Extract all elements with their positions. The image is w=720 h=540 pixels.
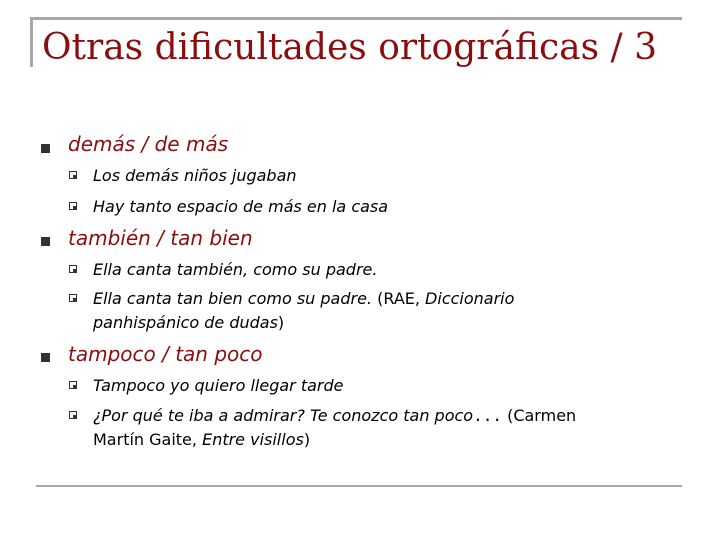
source-work: Diccionario bbox=[425, 289, 515, 308]
sub-bullet bbox=[69, 381, 77, 389]
example-tan-poco-cont bbox=[93, 429, 310, 451]
section-heading-tampoco: tampoco / tan poco bbox=[68, 342, 263, 366]
example-tan-bien-cont bbox=[93, 312, 284, 334]
source-open: (Carmen bbox=[502, 406, 577, 425]
frame-left-rule bbox=[30, 17, 33, 67]
source-close: ) bbox=[277, 313, 285, 332]
source-work-cont: panhispánico de dudas bbox=[93, 313, 278, 332]
section-heading-tambien: también / tan bien bbox=[68, 226, 253, 250]
example-demas: Los demás niños jugaban bbox=[93, 166, 297, 185]
source-author: Martín Gaite, bbox=[93, 430, 203, 449]
sub-bullet bbox=[69, 411, 77, 419]
example-quote: ¿Por qué te iba a admirar? Te conozco tan poco bbox=[93, 406, 474, 425]
frame-top-rule bbox=[30, 17, 682, 20]
example-tampoco: Tampoco yo quiero llegar tarde bbox=[93, 376, 344, 395]
bottom-rule bbox=[36, 485, 682, 487]
source-close: ) bbox=[303, 430, 311, 449]
sub-bullet bbox=[69, 202, 77, 210]
section-heading-demas: demás / de más bbox=[68, 132, 229, 156]
section-bullet bbox=[41, 353, 50, 362]
sub-bullet bbox=[69, 171, 77, 179]
example-tambien: Ella canta también, como su padre. bbox=[93, 260, 378, 279]
sub-bullet bbox=[69, 294, 77, 302]
source-work: Entre visillos bbox=[202, 430, 304, 449]
example-quote: Ella canta tan bien como su padre. bbox=[93, 289, 373, 308]
slide-title: Otras dificultades ortográficas / 3 bbox=[42, 27, 657, 68]
ellipsis: ... bbox=[473, 406, 502, 425]
sub-bullet bbox=[69, 265, 77, 273]
example-tan-bien bbox=[93, 288, 514, 310]
example-tan-poco bbox=[93, 405, 576, 427]
source-open: (RAE, bbox=[372, 289, 426, 308]
section-bullet bbox=[41, 144, 50, 153]
example-de-mas: Hay tanto espacio de más en la casa bbox=[93, 197, 389, 216]
section-bullet bbox=[41, 237, 50, 246]
